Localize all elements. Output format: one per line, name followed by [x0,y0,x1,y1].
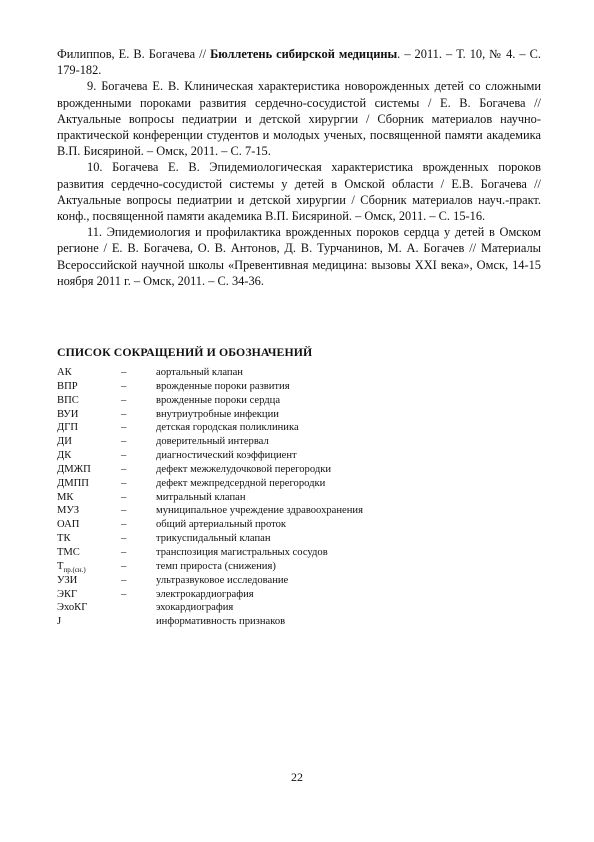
abbreviation: УЗИ [57,574,78,586]
reference-list [57,46,541,289]
definition: транспозиция магистральных сосудов [156,546,328,558]
dash: – [121,505,127,517]
definition: общий артериальный проток [156,519,287,531]
definition: аортальный клапан [156,367,243,378]
abbreviation: ДМЖП [57,463,91,475]
reference-10: 10. Богачева Е. В. Эпидемиологическая характеристика врожденных пороков развития сердечно-сосудистой системы у детей в Омской области / Е.В. Богачева // Актуальные вопросы педиатрии и детской хирургии / Сборник материалов науч.-практ. конф., посвященной памяти академика В.П. Бисяриной. – Омск, 2011. – С. 15-16. [57,160,541,224]
dash: – [121,477,127,489]
abbreviation: АК [57,367,72,378]
abbreviation: ВПС [57,394,79,406]
dash: – [121,533,127,545]
journal-title: Бюллетень сибирской медицины [210,47,398,61]
abbreviations-heading: СПИСОК СОКРАЩЕНИЙ И ОБОЗНАЧЕНИЙ [57,345,313,359]
definition: темп прироста (снижения) [156,560,276,572]
abbreviation-row [57,532,476,546]
dash: – [121,436,127,448]
abbreviations-list [57,366,476,629]
definition: муниципальное учреждение здравоохранения [156,505,363,517]
abbreviation: МУЗ [57,505,80,517]
abbreviation-row [57,463,476,477]
reference-11: 11. Эпидемиология и профилактика врожденных пороков сердца у детей в Омском регионе / Е. В. Богачева, О. В. Антонов, Д. В. Турчанинов, М. А. Богачев // Материалы Всероссийской научной школы «Превентивная медицина: вызовы XXI века», Омск, 14-15 ноября 2011 г. – Омск, 2011. – С. 34-36. [57,225,541,288]
dash: – [121,588,127,600]
dash: – [121,546,127,558]
abbreviation-row [57,491,476,505]
dash [121,601,156,615]
page-number: 22 [291,770,303,784]
abbreviation: ДИ [57,436,72,448]
definition: дефект межжелудочковой перегородки [156,463,332,475]
definition: внутриутробные инфекции [156,408,279,420]
dash: – [121,519,127,531]
dash: – [121,574,127,586]
abbreviation-row [57,394,476,408]
abbreviation-row [57,449,476,463]
definition: врожденные пороки сердца [156,394,281,406]
abbreviation-row [57,615,476,629]
definition: информативность признаков [156,616,286,628]
abbreviation-row [57,588,476,602]
abbreviation-subscript: пр.(сн.) [63,565,86,574]
abbreviation-row [57,601,476,615]
abbreviation-row [57,504,476,518]
reference-9: 9. Богачева Е. В. Клиническая характеристика новорожденных детей со сложными врожденными пороками развития сердечно-сосудистой системы / Е. В. Богачева // Актуальные вопросы педиатрии и детской хирургии / Сборник материалов научно-практической конференции студентов и молодых ученых, посвященной памяти академика В.П. Бисяриной. – Омск, 2011. – С. 7-15. [57,79,541,159]
definition: трикуспидальный клапан [156,533,271,545]
definition: дефект межпредсердной перегородки [156,477,326,489]
abbreviation-row [57,421,476,435]
abbreviation [57,560,121,574]
abbreviation-row [57,408,476,422]
abbreviation: ТК [57,533,71,545]
dash: – [121,380,127,392]
abbreviation-row [57,560,476,574]
dash: – [121,408,127,420]
abbreviation: ТМС [57,546,80,558]
definition: митральный клапан [156,491,246,503]
abbreviation: ДК [57,450,72,462]
abbreviation-row [57,518,476,532]
abbreviation-row [57,477,476,491]
dash: – [121,422,127,434]
abbreviation-row [57,546,476,560]
abbreviation: ДГП [57,422,79,434]
definition: доверительный интервал [156,436,269,448]
dash: – [121,450,127,462]
abbreviation-row [57,380,476,394]
reference-text: Филиппов, Е. В. Богачева // [57,47,211,61]
definition: эхокардиография [156,602,234,614]
reference-text: . – 2011. – Т. 10, № 4. – С. 179-182. [57,47,542,78]
dash [121,615,156,629]
abbreviation: ОАП [57,519,80,531]
abbreviation-base: Т [57,560,64,572]
abbreviation: ЭхоКГ [57,602,88,614]
abbreviation-row [57,574,476,588]
definition: ультразвуковое исследование [156,574,289,586]
abbreviation: J [57,616,62,628]
abbreviation: ВПР [57,380,78,392]
abbreviation: ВУИ [57,408,79,420]
reference-continuation [57,46,541,78]
abbreviation-row [57,366,476,380]
definition: электрокардиография [156,588,254,600]
definition: детская городская поликлиника [156,422,299,434]
abbreviation-row [57,435,476,449]
definition: диагностический коэффициент [156,450,297,462]
dash: – [121,491,127,503]
abbreviation: ЭКГ [57,588,78,600]
dash: – [121,463,127,475]
dash: – [121,367,127,378]
abbreviation: ДМПП [57,477,89,489]
dash: – [121,394,127,406]
dash: – [121,560,127,572]
definition: врожденные пороки развития [156,380,290,392]
abbreviation: МК [57,491,74,503]
